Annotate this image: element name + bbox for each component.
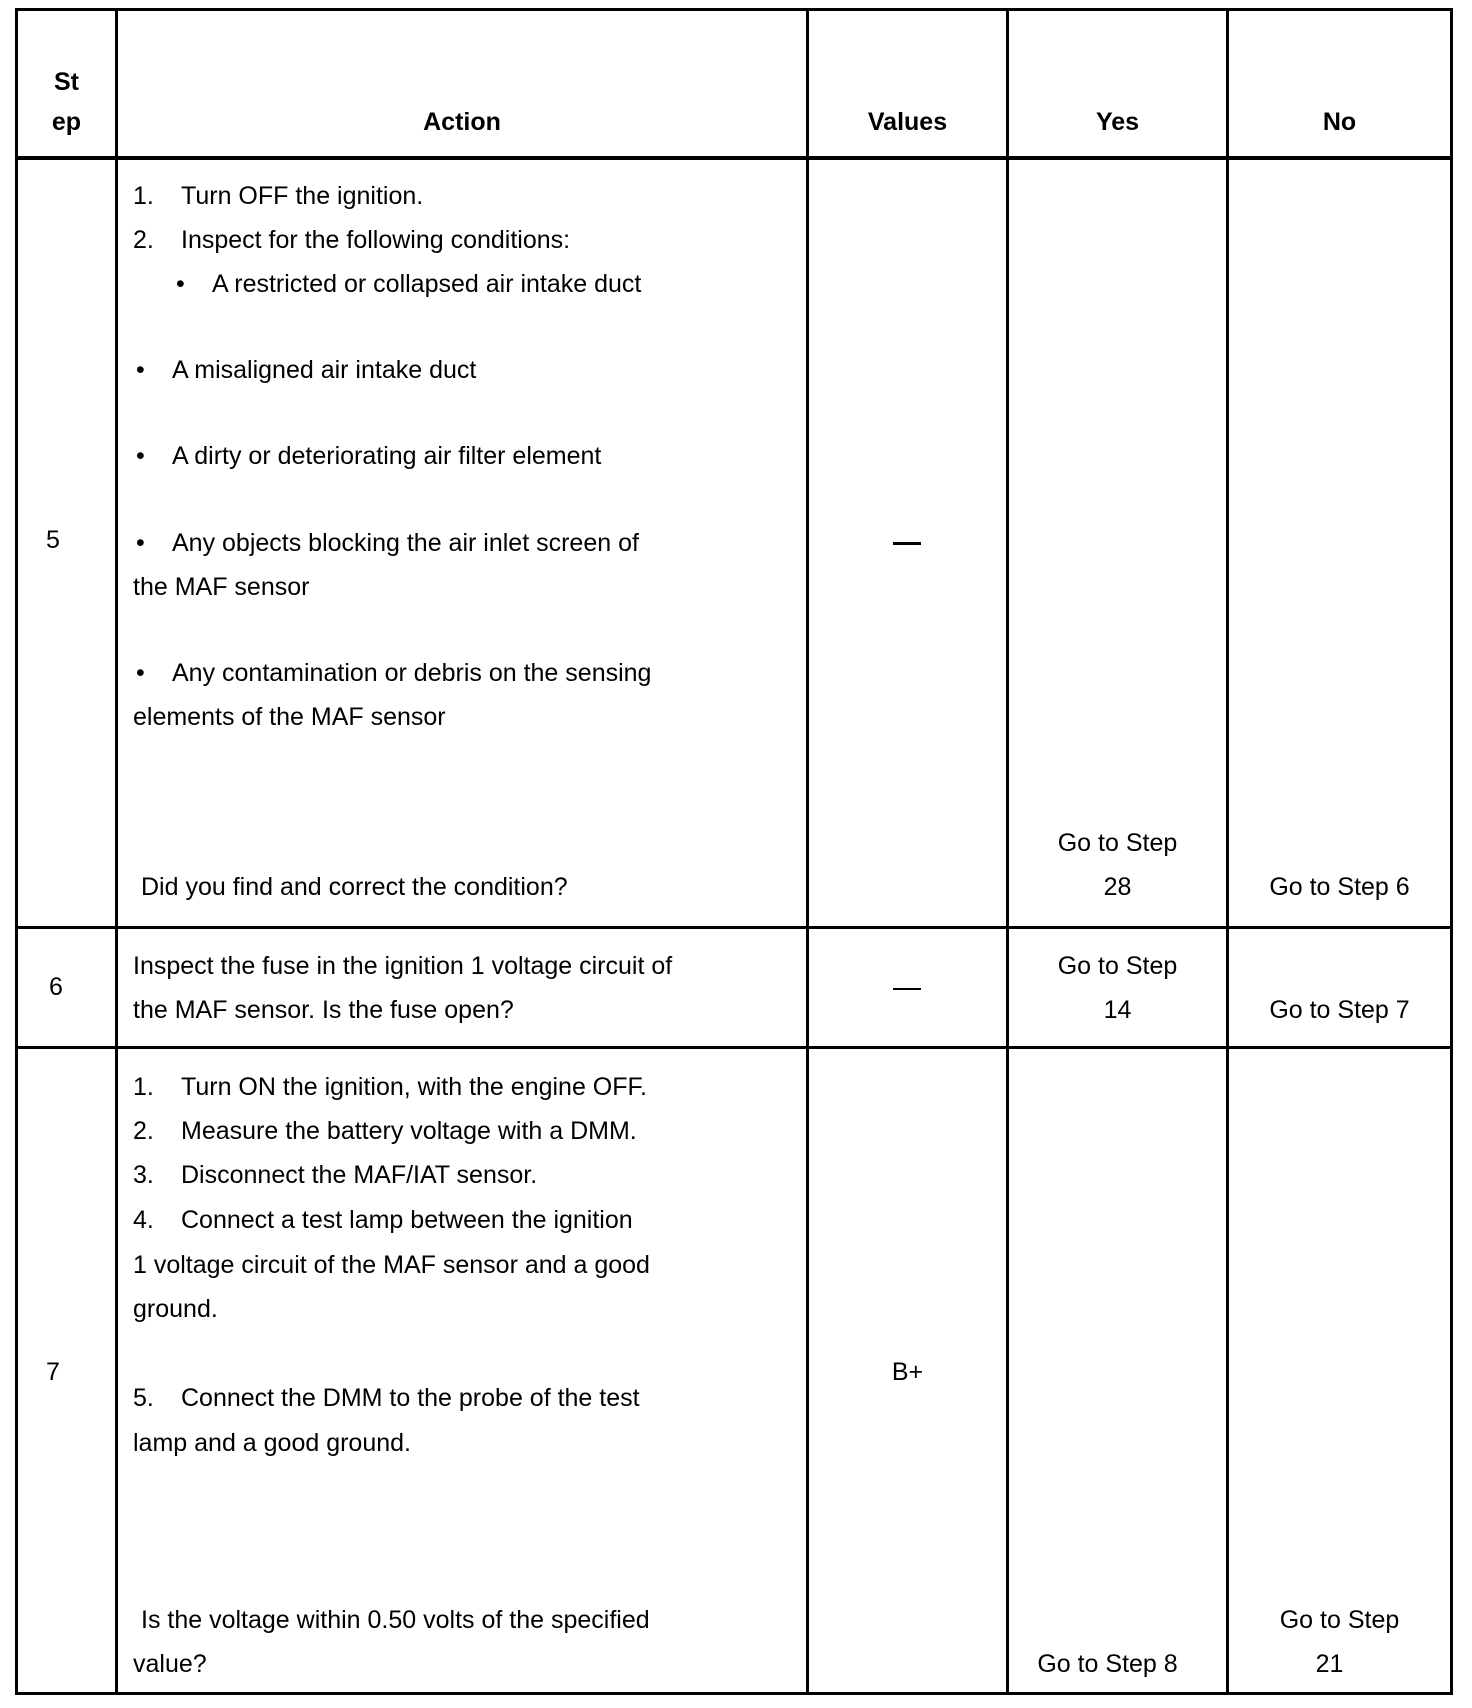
step-number: 5 — [46, 526, 60, 554]
bullet: • — [136, 356, 145, 384]
yes-goto-line1: Go to Step — [1057, 829, 1178, 857]
action-line: Inspect the fuse in the ignition 1 voltage circuit of — [133, 952, 673, 980]
header-action: Action — [423, 108, 501, 136]
no-goto-line1: Go to Step — [1279, 1606, 1400, 1634]
bullet: • — [136, 659, 145, 687]
header-step-line1: St — [54, 68, 79, 96]
no-goto-line2: 21 — [1315, 1650, 1344, 1678]
values-dash — [893, 988, 921, 990]
no-goto: Go to Step 7 — [1269, 996, 1410, 1024]
col-divider-2 — [806, 8, 809, 1695]
table-border-top — [15, 8, 1453, 11]
step-number: 6 — [49, 973, 63, 1001]
list-number: 1. — [133, 182, 154, 210]
list-number: 1. — [133, 1073, 154, 1101]
action-line: the MAF sensor — [133, 573, 310, 601]
action-question: Did you find and correct the condition? — [141, 873, 568, 901]
action-line: lamp and a good ground. — [133, 1429, 411, 1457]
header-yes: Yes — [1095, 108, 1140, 136]
list-number: 5. — [133, 1384, 154, 1412]
action-line: Measure the battery voltage with a DMM. — [181, 1117, 637, 1145]
list-number: 4. — [133, 1206, 154, 1234]
table-border-bottom — [15, 1692, 1453, 1695]
yes-goto-line1: Go to Step — [1057, 952, 1178, 980]
action-question: value? — [133, 1650, 207, 1678]
action-bullet-item: Any objects blocking the air inlet screen of — [172, 529, 639, 557]
col-divider-1 — [115, 8, 118, 1695]
bullet: • — [136, 442, 145, 470]
action-line: the MAF sensor. Is the fuse open? — [133, 996, 514, 1024]
col-divider-4 — [1226, 8, 1229, 1695]
bullet: • — [176, 270, 185, 298]
header-values: Values — [867, 108, 948, 136]
table-border-right — [1450, 8, 1453, 1695]
yes-goto-line2: 14 — [1103, 996, 1132, 1024]
header-step-line2: ep — [51, 108, 82, 136]
values-dash — [893, 542, 921, 545]
action-line: elements of the MAF sensor — [133, 703, 446, 731]
action-bullet-item: A dirty or deteriorating air filter element — [172, 442, 602, 470]
yes-goto: Go to Step 8 — [1037, 1650, 1178, 1678]
action-bullet-item: A restricted or collapsed air intake duct — [212, 270, 642, 298]
table-border-left — [15, 8, 18, 1695]
action-question: Is the voltage within 0.50 volts of the specified — [141, 1606, 650, 1634]
row-divider-5-6 — [15, 926, 1453, 929]
action-bullet-item: A misaligned air intake duct — [172, 356, 477, 384]
no-goto: Go to Step 6 — [1269, 873, 1410, 901]
header-no: No — [1322, 108, 1357, 136]
action-bullet-item: Any contamination or debris on the sensing — [172, 659, 652, 687]
header-divider — [15, 156, 1453, 160]
action-line: ground. — [133, 1295, 218, 1323]
yes-goto-line2: 28 — [1103, 873, 1132, 901]
list-number: 2. — [133, 226, 154, 254]
list-number: 3. — [133, 1161, 154, 1189]
action-line: Turn ON the ignition, with the engine OFF. — [181, 1073, 647, 1101]
list-number: 2. — [133, 1117, 154, 1145]
action-line: Inspect for the following conditions: — [181, 226, 571, 254]
action-line: Turn OFF the ignition. — [181, 182, 424, 210]
action-line: 1 voltage circuit of the MAF sensor and a good — [133, 1251, 650, 1279]
bullet: • — [136, 529, 145, 557]
action-line: Connect the DMM to the probe of the test — [181, 1384, 640, 1412]
action-line: Connect a test lamp between the ignition — [181, 1206, 633, 1234]
step-number: 7 — [46, 1358, 60, 1386]
diagnostic-table — [15, 8, 1453, 1695]
values-text: B+ — [891, 1358, 924, 1386]
action-line: Disconnect the MAF/IAT sensor. — [181, 1161, 538, 1189]
row-divider-6-7 — [15, 1046, 1453, 1049]
